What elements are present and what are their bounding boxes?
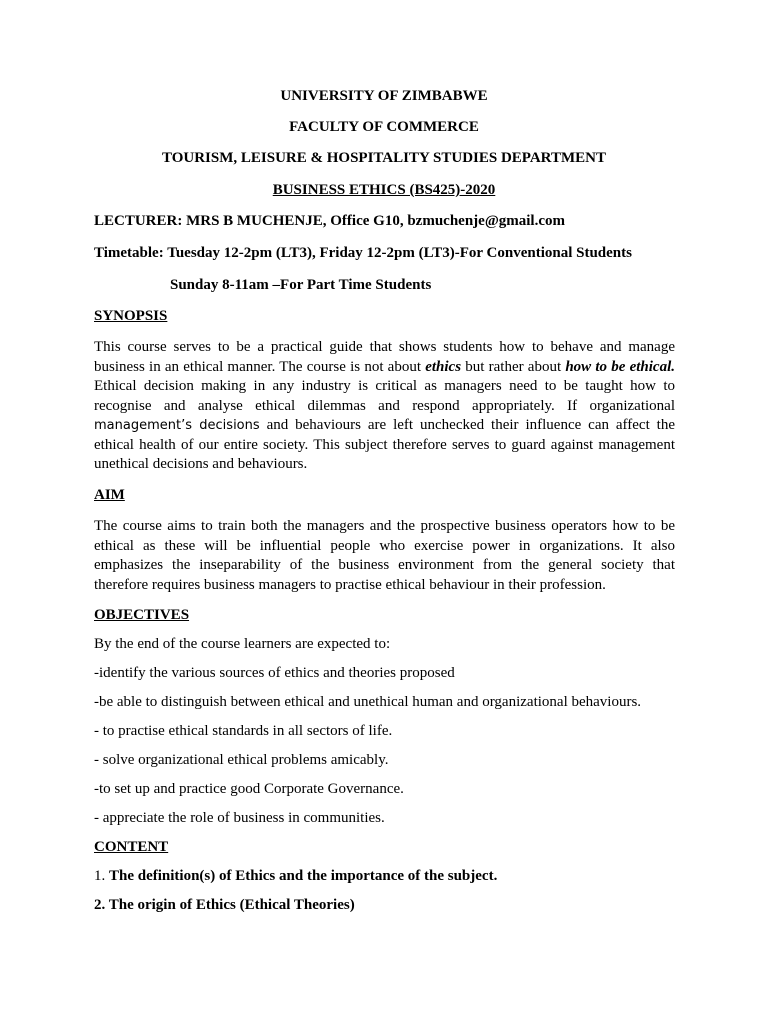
timetable-line-2: Sunday 8-11am –For Part Time Students [170, 277, 432, 293]
objective-item: - solve organizational ethical problems amicably. [94, 752, 389, 768]
faculty-title: FACULTY OF COMMERCE [289, 119, 479, 135]
synopsis-ethics-emphasis: ethics [425, 358, 462, 375]
university-title: UNIVERSITY OF ZIMBABWE [280, 88, 488, 104]
synopsis-managements-decisions: management’s decisions [94, 418, 260, 433]
content-item-1-text: The definition(s) of Ethics and the importance of the subject. [109, 868, 498, 884]
content-heading: CONTENT [94, 839, 169, 855]
synopsis-how-to-be-ethical-emphasis: how to be ethical. [565, 358, 676, 375]
synopsis-text-1: This course serves to be a practical guide that shows students how to behave and manage business in an ethical manner. The course is not about [94, 339, 675, 375]
lecturer-line: LECTURER: MRS B MUCHENJE, Office G10, bzmuchenje@gmail.com [94, 213, 565, 229]
content-item-1 [94, 868, 497, 885]
synopsis-paragraph [94, 338, 675, 475]
synopsis-text-4: and behaviours are left unchecked their influence can affect the ethical health of our entire society. This subject therefore serves to guard against management unethical decisions and behaviours. [94, 417, 675, 472]
synopsis-text-2: but rather about [461, 358, 566, 375]
department-title: TOURISM, LEISURE & HOSPITALITY STUDIES DEPARTMENT [161, 150, 606, 166]
objective-item: -to set up and practice good Corporate Governance. [94, 781, 404, 797]
synopsis-text-3: Ethical decision making in any industry is critical as managers need to be taught how to recognise and analyse ethical dilemmas and respond appropriately. If organizational [94, 378, 675, 414]
synopsis-heading: SYNOPSIS [94, 308, 168, 324]
objectives-heading: OBJECTIVES [94, 607, 190, 623]
content-item-1-number: 1. [94, 868, 109, 884]
content-item-2: 2. The origin of Ethics (Ethical Theories) [94, 897, 355, 913]
objective-item: - to practise ethical standards in all sectors of life. [94, 723, 393, 739]
aim-heading: AIM [94, 487, 125, 503]
objectives-intro: By the end of the course learners are expected to: [94, 636, 391, 652]
objective-item: -identify the various sources of ethics and theories proposed [94, 665, 455, 681]
objective-item: -be able to distinguish between ethical and unethical human and organizational behaviours. [94, 694, 642, 710]
aim-paragraph: The course aims to train both the managers and the prospective business operators how to be ethical as these will be influential people who exercise power in organizations. It also emphasizes the inseparability of the business environment from the general society that therefore requires business managers to practise ethical behaviour in their profession. [94, 518, 675, 593]
course-title: BUSINESS ETHICS (BS425)-2020 [272, 182, 496, 198]
objective-item: - appreciate the role of business in communities. [94, 810, 385, 826]
timetable-line-1: Timetable: Tuesday 12-2pm (LT3), Friday 12-2pm (LT3)-For Conventional Students [94, 245, 632, 261]
